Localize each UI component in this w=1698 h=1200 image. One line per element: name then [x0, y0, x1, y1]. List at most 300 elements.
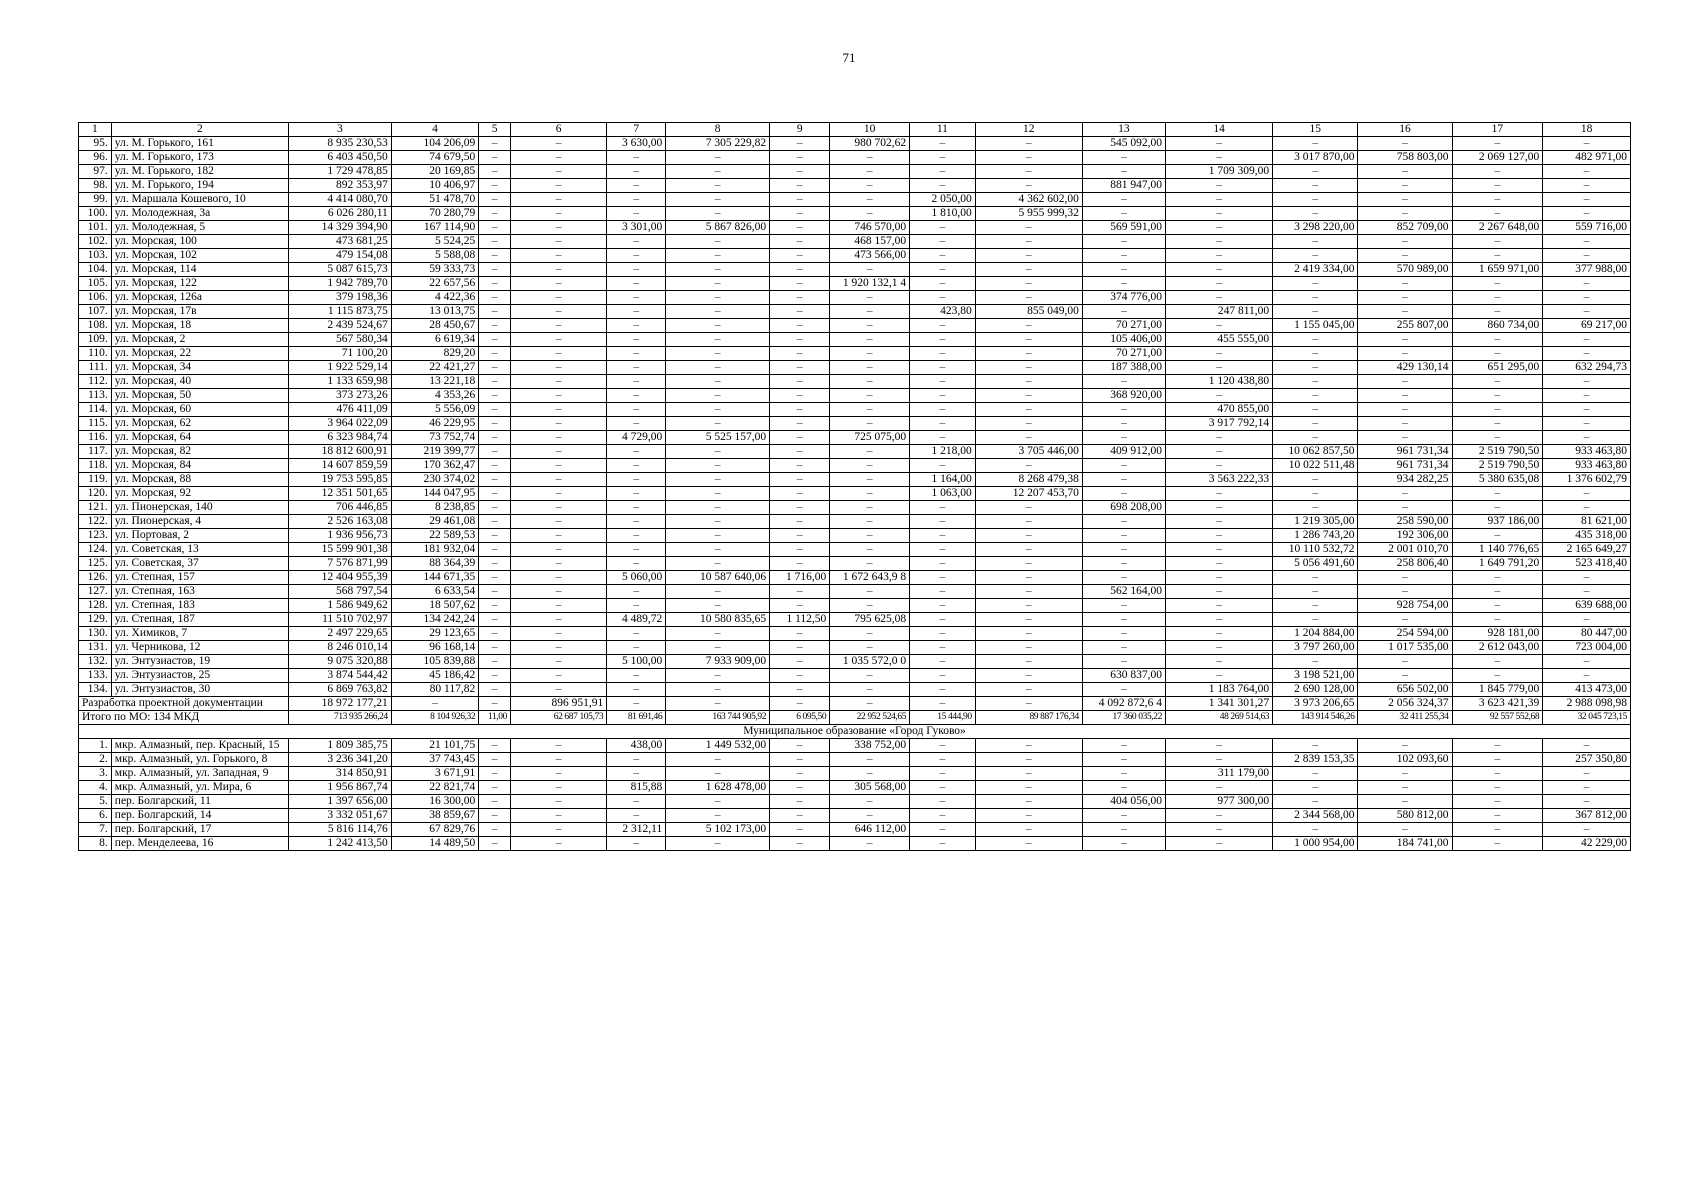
- value-cell-col-15: –: [1273, 487, 1358, 501]
- value-cell-col-18: –: [1543, 781, 1631, 795]
- address-cell: ул. Маршала Кошевого, 10: [111, 193, 288, 207]
- value-cell-col-16: 961 731,34: [1358, 459, 1452, 473]
- value-cell-col-10: –: [830, 641, 910, 655]
- column-number-header: [79, 123, 1631, 137]
- value-cell-col-14: –: [1165, 221, 1272, 235]
- value-cell-col-18: –: [1543, 613, 1631, 627]
- value-cell-col-13: –: [1082, 193, 1165, 207]
- value-cell-col-16: –: [1358, 193, 1452, 207]
- value-cell-col-17: –: [1452, 137, 1543, 151]
- value-cell-col-8: –: [666, 403, 770, 417]
- value-cell-col-10: –: [830, 557, 910, 571]
- header-cell-col-3: 3: [288, 123, 391, 137]
- value-cell-col-4: 37 743,45: [391, 753, 478, 767]
- value-cell-col-18: –: [1543, 739, 1631, 753]
- value-cell-col-15: –: [1273, 613, 1358, 627]
- value-cell-col-3: 12 404 955,39: [288, 571, 391, 585]
- total-cell-col-6: 62 687 105,73: [510, 711, 606, 725]
- value-cell-col-15: 5 056 491,60: [1273, 557, 1358, 571]
- value-cell-col-3: 2 526 163,08: [288, 515, 391, 529]
- row-number-cell: 119.: [79, 473, 112, 487]
- value-cell-col-10: –: [830, 319, 910, 333]
- value-cell-col-7: –: [607, 627, 666, 641]
- value-cell-col-11: –: [910, 529, 976, 543]
- address-cell: ул. Морская, 2: [111, 333, 288, 347]
- value-cell-col-16: –: [1358, 823, 1452, 837]
- value-cell-col-6: –: [510, 781, 606, 795]
- value-cell-col-13: 881 947,00: [1082, 179, 1165, 193]
- value-cell-col-5: –: [479, 473, 511, 487]
- value-cell-col-4: 22 821,74: [391, 781, 478, 795]
- value-cell-col-12: –: [975, 781, 1082, 795]
- value-cell-col-8: –: [666, 179, 770, 193]
- value-cell-col-13: 630 837,00: [1082, 669, 1165, 683]
- value-cell-col-17: 1 845 779,00: [1452, 683, 1543, 697]
- value-cell-col-4: 10 406,97: [391, 179, 478, 193]
- value-cell-col-5: –: [479, 137, 511, 151]
- value-cell-col-4: 6 619,34: [391, 333, 478, 347]
- value-cell-col-8: –: [666, 529, 770, 543]
- row-number-cell: 116.: [79, 431, 112, 445]
- value-cell-col-17: –: [1452, 823, 1543, 837]
- table-row: [79, 515, 1631, 529]
- total-cell-col-18: 32 045 723,15: [1543, 711, 1631, 725]
- value-cell-col-8: –: [666, 627, 770, 641]
- value-cell-col-5: –: [479, 585, 511, 599]
- value-cell-col-7: 5 060,00: [607, 571, 666, 585]
- value-cell-col-15: 1 286 743,20: [1273, 529, 1358, 543]
- value-cell-col-3: 5 087 615,73: [288, 263, 391, 277]
- value-cell-col-14: –: [1165, 781, 1272, 795]
- value-cell-col-6: –: [510, 641, 606, 655]
- value-cell-col-11: –: [910, 221, 976, 235]
- value-cell-col-3: 11 510 702,97: [288, 613, 391, 627]
- value-cell-col-5: –: [479, 501, 511, 515]
- value-cell-col-10: –: [830, 347, 910, 361]
- value-cell-col-10: –: [830, 529, 910, 543]
- value-cell-col-7: 3 630,00: [607, 137, 666, 151]
- value-cell-col-18: –: [1543, 333, 1631, 347]
- value-cell-col-15: 1 204 884,00: [1273, 627, 1358, 641]
- value-cell-col-18: 723 004,00: [1543, 641, 1631, 655]
- value-cell-col-12: –: [975, 543, 1082, 557]
- value-cell-col-4: 167 114,90: [391, 221, 478, 235]
- value-cell-col-18: –: [1543, 823, 1631, 837]
- address-cell: ул. Морская, 102: [111, 249, 288, 263]
- address-cell: мкр. Алмазный, ул. Мира, 6: [111, 781, 288, 795]
- value-cell-col-15: –: [1273, 193, 1358, 207]
- value-cell-col-18: 482 971,00: [1543, 151, 1631, 165]
- value-cell-col-16: 258 806,40: [1358, 557, 1452, 571]
- value-cell-col-6: –: [510, 221, 606, 235]
- value-cell-col-16: –: [1358, 165, 1452, 179]
- value-cell-col-16: –: [1358, 235, 1452, 249]
- value-cell-col-13: –: [1082, 837, 1165, 851]
- value-cell-col-15: 3 298 220,00: [1273, 221, 1358, 235]
- value-cell-col-10: 1 672 643,9 8: [830, 571, 910, 585]
- value-cell-col-17: 2 519 790,50: [1452, 459, 1543, 473]
- value-cell-col-18: –: [1543, 417, 1631, 431]
- value-cell-col-8: –: [666, 599, 770, 613]
- header-cell-col-6: 6: [510, 123, 606, 137]
- value-cell-col-13: –: [1082, 655, 1165, 669]
- value-cell-col-12: –: [975, 697, 1082, 711]
- header-cell-col-16: 16: [1358, 123, 1452, 137]
- value-cell-col-10: 473 566,00: [830, 249, 910, 263]
- value-cell-col-4: 73 752,74: [391, 431, 478, 445]
- value-cell-col-18: –: [1543, 487, 1631, 501]
- value-cell-col-11: –: [910, 277, 976, 291]
- value-cell-col-18: –: [1543, 375, 1631, 389]
- value-cell-col-13: –: [1082, 683, 1165, 697]
- value-cell-col-9: –: [770, 445, 830, 459]
- value-cell-col-5: –: [479, 319, 511, 333]
- value-cell-col-6: –: [510, 235, 606, 249]
- value-cell-col-5: –: [479, 193, 511, 207]
- value-cell-col-3: 476 411,09: [288, 403, 391, 417]
- value-cell-col-17: –: [1452, 599, 1543, 613]
- value-cell-col-16: –: [1358, 249, 1452, 263]
- address-cell: пер. Болгарский, 17: [111, 823, 288, 837]
- value-cell-col-17: 928 181,00: [1452, 627, 1543, 641]
- row-number-cell: 3.: [79, 767, 112, 781]
- value-cell-col-6: –: [510, 291, 606, 305]
- value-cell-col-14: –: [1165, 459, 1272, 473]
- table-row: [79, 445, 1631, 459]
- row-number-cell: 102.: [79, 235, 112, 249]
- table-row: [79, 795, 1631, 809]
- value-cell-col-14: –: [1165, 263, 1272, 277]
- value-cell-col-14: –: [1165, 277, 1272, 291]
- value-cell-col-3: 479 154,08: [288, 249, 391, 263]
- value-cell-col-14: –: [1165, 823, 1272, 837]
- table-row: [79, 837, 1631, 851]
- value-cell-col-9: –: [770, 753, 830, 767]
- value-cell-col-17: –: [1452, 739, 1543, 753]
- value-cell-col-6: –: [510, 739, 606, 753]
- address-cell: ул. Степная, 157: [111, 571, 288, 585]
- total-cell-col-7: 81 691,46: [607, 711, 666, 725]
- value-cell-col-10: –: [830, 165, 910, 179]
- value-cell-col-6: –: [510, 333, 606, 347]
- address-cell: ул. Морская, 60: [111, 403, 288, 417]
- header-cell-col-12: 12: [975, 123, 1082, 137]
- value-cell-col-7: –: [607, 305, 666, 319]
- address-cell: ул. Морская, 82: [111, 445, 288, 459]
- value-cell-col-16: 254 594,00: [1358, 627, 1452, 641]
- value-cell-col-11: –: [910, 543, 976, 557]
- value-cell-col-6: –: [510, 361, 606, 375]
- row-number-cell: 118.: [79, 459, 112, 473]
- value-cell-col-15: –: [1273, 795, 1358, 809]
- value-cell-col-6: –: [510, 249, 606, 263]
- value-cell-col-6: –: [510, 501, 606, 515]
- value-cell-col-16: –: [1358, 179, 1452, 193]
- value-cell-col-10: –: [830, 305, 910, 319]
- value-cell-col-17: –: [1452, 501, 1543, 515]
- value-cell-col-5: –: [479, 389, 511, 403]
- value-cell-col-5: –: [479, 165, 511, 179]
- value-cell-col-5: –: [479, 179, 511, 193]
- value-cell-col-15: 2 839 153,35: [1273, 753, 1358, 767]
- address-cell: мкр. Алмазный, пер. Красный, 15: [111, 739, 288, 753]
- address-cell: ул. Морская, 50: [111, 389, 288, 403]
- value-cell-col-11: –: [910, 165, 976, 179]
- address-cell: ул. М. Горького, 173: [111, 151, 288, 165]
- value-cell-col-4: 22 589,53: [391, 529, 478, 543]
- address-cell: ул. М. Горького, 182: [111, 165, 288, 179]
- value-cell-col-7: –: [607, 347, 666, 361]
- value-cell-col-17: –: [1452, 753, 1543, 767]
- value-cell-col-11: –: [910, 389, 976, 403]
- value-cell-col-13: 562 164,00: [1082, 585, 1165, 599]
- value-cell-col-18: –: [1543, 207, 1631, 221]
- value-cell-col-15: –: [1273, 137, 1358, 151]
- value-cell-col-3: 1 809 385,75: [288, 739, 391, 753]
- value-cell-col-12: –: [975, 809, 1082, 823]
- header-cell-col-7: 7: [607, 123, 666, 137]
- value-cell-col-12: –: [975, 655, 1082, 669]
- address-cell: пер. Болгарский, 14: [111, 809, 288, 823]
- value-cell-col-11: –: [910, 571, 976, 585]
- value-cell-col-18: 639 688,00: [1543, 599, 1631, 613]
- value-cell-col-12: –: [975, 333, 1082, 347]
- value-cell-col-7: 5 100,00: [607, 655, 666, 669]
- value-cell-col-7: –: [607, 753, 666, 767]
- table-row: [79, 249, 1631, 263]
- total-cell-col-12: 89 887 176,34: [975, 711, 1082, 725]
- value-cell-col-7: –: [607, 515, 666, 529]
- value-cell-col-18: –: [1543, 305, 1631, 319]
- value-cell-col-18: 69 217,00: [1543, 319, 1631, 333]
- value-cell-col-3: 3 236 341,20: [288, 753, 391, 767]
- value-cell-col-16: 255 807,00: [1358, 319, 1452, 333]
- value-cell-col-7: –: [607, 249, 666, 263]
- value-cell-col-18: 81 621,00: [1543, 515, 1631, 529]
- value-cell-col-7: –: [607, 501, 666, 515]
- address-cell: ул. Морская, 62: [111, 417, 288, 431]
- value-cell-col-3: 567 580,34: [288, 333, 391, 347]
- value-cell-col-18: 523 418,40: [1543, 557, 1631, 571]
- value-cell-col-4: 70 280,79: [391, 207, 478, 221]
- value-cell-col-14: 1 183 764,00: [1165, 683, 1272, 697]
- value-cell-col-5: –: [479, 277, 511, 291]
- header-cell-col-18: 18: [1543, 123, 1631, 137]
- value-cell-col-10: –: [830, 445, 910, 459]
- value-cell-col-4: 230 374,02: [391, 473, 478, 487]
- value-cell-col-16: –: [1358, 417, 1452, 431]
- value-cell-col-5: –: [479, 291, 511, 305]
- value-cell-col-15: –: [1273, 207, 1358, 221]
- value-cell-col-13: –: [1082, 739, 1165, 753]
- header-cell-col-1: 1: [79, 123, 112, 137]
- value-cell-col-15: –: [1273, 305, 1358, 319]
- row-number-cell: 2.: [79, 753, 112, 767]
- value-cell-col-11: –: [910, 655, 976, 669]
- value-cell-col-8: –: [666, 291, 770, 305]
- value-cell-col-5: –: [479, 431, 511, 445]
- value-cell-col-10: –: [830, 193, 910, 207]
- value-cell-col-11: –: [910, 627, 976, 641]
- table-row: [79, 585, 1631, 599]
- value-cell-col-4: 80 117,82: [391, 683, 478, 697]
- table-row: [79, 179, 1631, 193]
- value-cell-col-18: –: [1543, 389, 1631, 403]
- value-cell-col-9: –: [770, 277, 830, 291]
- value-cell-col-16: –: [1358, 767, 1452, 781]
- value-cell-col-8: –: [666, 333, 770, 347]
- value-cell-col-4: 18 507,62: [391, 599, 478, 613]
- value-cell-col-8: 1 628 478,00: [666, 781, 770, 795]
- table-row: [79, 333, 1631, 347]
- value-cell-col-10: –: [830, 473, 910, 487]
- value-cell-col-14: 311 179,00: [1165, 767, 1272, 781]
- value-cell-col-18: 559 716,00: [1543, 221, 1631, 235]
- value-cell-col-3: 6 323 984,74: [288, 431, 391, 445]
- value-cell-col-14: –: [1165, 837, 1272, 851]
- value-cell-col-13: 368 920,00: [1082, 389, 1165, 403]
- value-cell-col-4: 51 478,70: [391, 193, 478, 207]
- value-cell-col-11: –: [910, 837, 976, 851]
- value-cell-col-8: –: [666, 697, 770, 711]
- value-cell-col-6: –: [510, 627, 606, 641]
- value-cell-col-5: –: [479, 571, 511, 585]
- value-cell-col-9: –: [770, 165, 830, 179]
- value-cell-col-4: 144 047,95: [391, 487, 478, 501]
- value-cell-col-3: 1 942 789,70: [288, 277, 391, 291]
- row-number-cell: 113.: [79, 389, 112, 403]
- value-cell-col-16: –: [1358, 613, 1452, 627]
- value-cell-col-12: –: [975, 515, 1082, 529]
- value-cell-col-16: –: [1358, 739, 1452, 753]
- table-body: [79, 123, 1631, 851]
- value-cell-col-14: –: [1165, 207, 1272, 221]
- value-cell-col-16: 934 282,25: [1358, 473, 1452, 487]
- value-cell-col-17: –: [1452, 795, 1543, 809]
- value-cell-col-9: –: [770, 529, 830, 543]
- value-cell-col-8: 10 580 835,65: [666, 613, 770, 627]
- row-number-cell: 104.: [79, 263, 112, 277]
- address-cell: ул. Советская, 13: [111, 543, 288, 557]
- value-cell-col-15: –: [1273, 473, 1358, 487]
- value-cell-col-3: 1 729 478,85: [288, 165, 391, 179]
- value-cell-col-13: –: [1082, 627, 1165, 641]
- value-cell-col-3: 9 075 320,88: [288, 655, 391, 669]
- value-cell-col-4: 28 450,67: [391, 319, 478, 333]
- value-cell-col-7: –: [607, 165, 666, 179]
- value-cell-col-15: 2 419 334,00: [1273, 263, 1358, 277]
- row-number-cell: 107.: [79, 305, 112, 319]
- value-cell-col-6: –: [510, 515, 606, 529]
- value-cell-col-13: –: [1082, 207, 1165, 221]
- address-cell: ул. Химиков, 7: [111, 627, 288, 641]
- value-cell-col-14: 1 341 301,27: [1165, 697, 1272, 711]
- address-cell: ул. Молодежная, 5: [111, 221, 288, 235]
- value-cell-col-8: –: [666, 641, 770, 655]
- value-cell-col-4: 16 300,00: [391, 795, 478, 809]
- section-heading: Муниципальное образование «Город Гуково»: [79, 725, 1631, 739]
- value-cell-col-14: –: [1165, 529, 1272, 543]
- value-cell-col-3: 6 869 763,82: [288, 683, 391, 697]
- value-cell-col-6: –: [510, 193, 606, 207]
- value-cell-col-13: –: [1082, 529, 1165, 543]
- table-row: [79, 655, 1631, 669]
- value-cell-col-17: 1 659 971,00: [1452, 263, 1543, 277]
- value-cell-col-17: –: [1452, 389, 1543, 403]
- value-cell-col-9: –: [770, 669, 830, 683]
- value-cell-col-15: 1 155 045,00: [1273, 319, 1358, 333]
- value-cell-col-8: –: [666, 473, 770, 487]
- value-cell-col-16: 429 130,14: [1358, 361, 1452, 375]
- value-cell-col-11: 1 164,00: [910, 473, 976, 487]
- value-cell-col-10: –: [830, 669, 910, 683]
- value-cell-col-10: –: [830, 487, 910, 501]
- value-cell-col-8: –: [666, 487, 770, 501]
- value-cell-col-15: –: [1273, 431, 1358, 445]
- value-cell-col-6: –: [510, 207, 606, 221]
- value-cell-col-13: –: [1082, 235, 1165, 249]
- value-cell-col-11: –: [910, 361, 976, 375]
- value-cell-col-6: –: [510, 823, 606, 837]
- value-cell-col-17: 3 623 421,39: [1452, 697, 1543, 711]
- value-cell-col-4: 74 679,50: [391, 151, 478, 165]
- value-cell-col-11: –: [910, 459, 976, 473]
- address-cell: пер. Болгарский, 11: [111, 795, 288, 809]
- value-cell-col-7: –: [607, 179, 666, 193]
- value-cell-col-4: 134 242,24: [391, 613, 478, 627]
- value-cell-col-13: –: [1082, 781, 1165, 795]
- value-cell-col-13: 698 208,00: [1082, 501, 1165, 515]
- value-cell-col-12: 8 268 479,38: [975, 473, 1082, 487]
- value-cell-col-7: –: [607, 529, 666, 543]
- value-cell-col-16: –: [1358, 137, 1452, 151]
- value-cell-col-8: –: [666, 795, 770, 809]
- value-cell-col-4: 3 671,91: [391, 767, 478, 781]
- value-cell-col-7: –: [607, 263, 666, 277]
- value-cell-col-12: –: [975, 823, 1082, 837]
- row-number-cell: 132.: [79, 655, 112, 669]
- value-cell-col-3: 14 329 394,90: [288, 221, 391, 235]
- value-cell-col-5: –: [479, 655, 511, 669]
- table-row: [79, 193, 1631, 207]
- value-cell-col-18: –: [1543, 403, 1631, 417]
- table-row: [79, 487, 1631, 501]
- value-cell-col-3: 8 935 230,53: [288, 137, 391, 151]
- value-cell-col-11: –: [910, 319, 976, 333]
- value-cell-col-9: –: [770, 389, 830, 403]
- value-cell-col-3: 12 351 501,65: [288, 487, 391, 501]
- value-cell-col-6: –: [510, 683, 606, 697]
- value-cell-col-17: –: [1452, 837, 1543, 851]
- value-cell-col-16: 580 812,00: [1358, 809, 1452, 823]
- header-cell-col-10: 10: [830, 123, 910, 137]
- value-cell-col-17: –: [1452, 417, 1543, 431]
- table-row: [79, 291, 1631, 305]
- value-cell-col-16: 852 709,00: [1358, 221, 1452, 235]
- row-number-cell: 4.: [79, 781, 112, 795]
- value-cell-col-15: –: [1273, 347, 1358, 361]
- value-cell-col-17: 937 186,00: [1452, 515, 1543, 529]
- value-cell-col-12: –: [975, 753, 1082, 767]
- address-cell: ул. Энтузиастов, 25: [111, 669, 288, 683]
- value-cell-col-8: –: [666, 193, 770, 207]
- value-cell-col-5: –: [479, 613, 511, 627]
- value-cell-col-15: –: [1273, 361, 1358, 375]
- table-row: [79, 823, 1631, 837]
- total-row: [79, 711, 1631, 725]
- value-cell-col-5: –: [479, 683, 511, 697]
- value-cell-col-13: 569 591,00: [1082, 221, 1165, 235]
